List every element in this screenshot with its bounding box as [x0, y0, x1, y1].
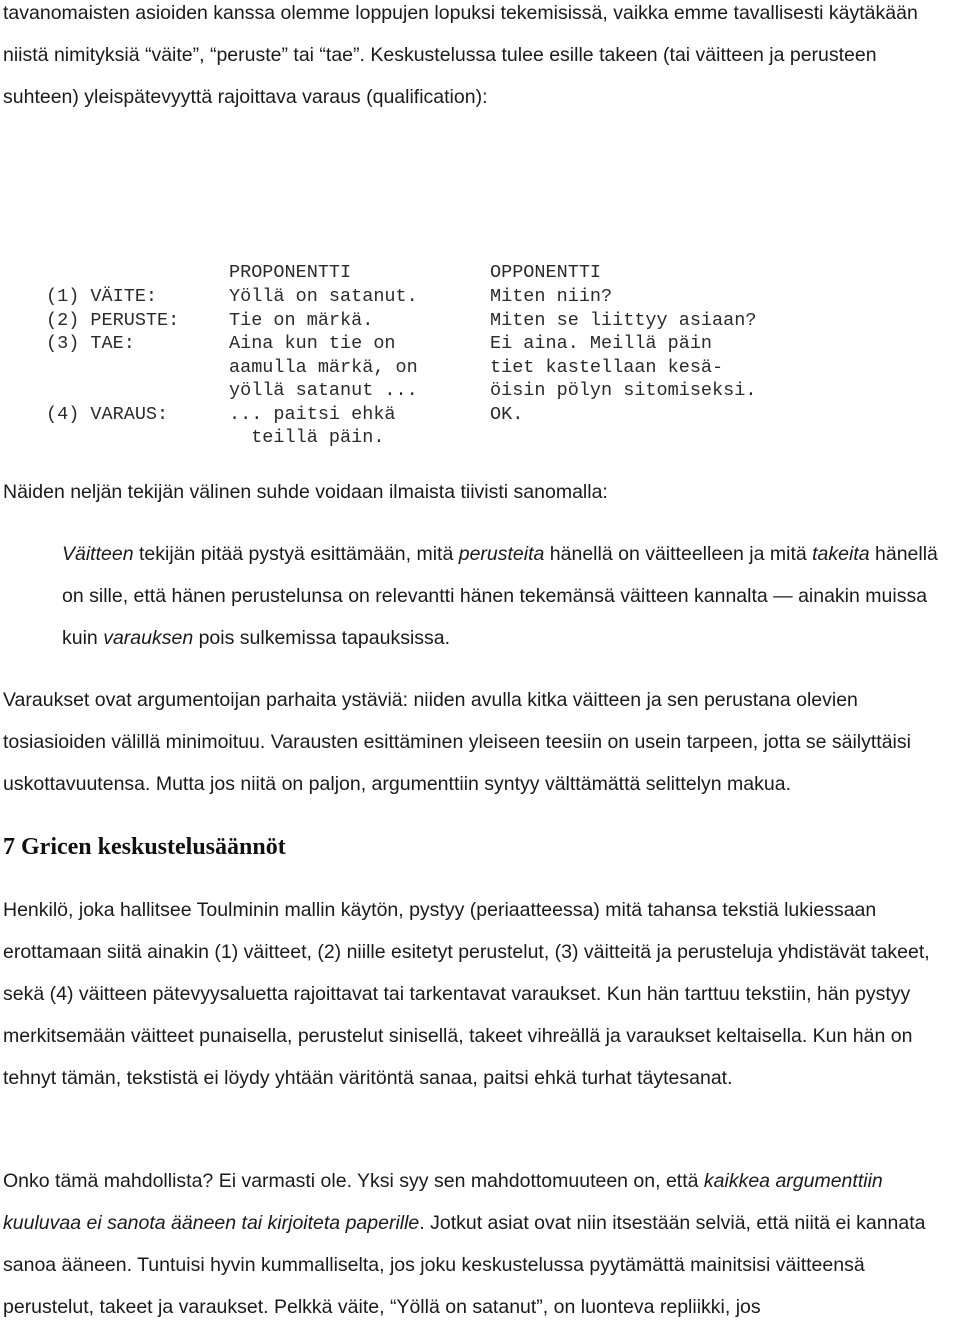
label-claim: (1) VÄITE: [46, 286, 158, 307]
proponent-line: Aina kun tie on [229, 333, 396, 354]
proponent-line: Yöllä on satanut. [229, 286, 418, 307]
text-run: Näiden neljän tekijän välinen suhde voidaan ilmaista tiivisti sanomalla: [3, 481, 608, 503]
text-run: perusteita [458, 543, 545, 565]
label-warrant: (3) TAE: [46, 333, 135, 354]
text-run: Henkilö, joka hallitsee Toulminin mallin käytön, pystyy (periaatteessa) mitä tahansa tekstiä lukiessaan erottamaan siitä ainakin (1) väitteet, (2) niille esitetyt perustelut, (3) väitteitä ja perusteluja yhdistävät takeet, sekä (4) väitteen pätevyysaluetta rajoittavat tai tarkentavat varaukset. Kun hän tarttuu tekstiin, hän pystyy merkitsemään väitteet punaisella, perustelut sinisellä, takeet vihreällä ja varaukset keltaisella. Kun hän on tehnyt tämän, tekstistä ei löydy yhtään väritöntä sanaa, paitsi ehkä turhat täytesanat. [3, 899, 930, 1089]
text-run: . Jotkut asiat ovat niin itsestään selviä, että niitä ei kannata sanoa ääneen. Tuntuisi hyvin kummalliselta, jos joku keskustelussa pyytämättä mainitsisi väitteensä perustelut, takeet ja varaukset. Pelkkä väite, “Yöllä on satanut”, on luonteva repliikki, jos [3, 1212, 926, 1318]
section-heading: 7 Gricen keskustelusäännöt [3, 834, 286, 860]
opponent-line: Miten se liittyy asiaan? [490, 310, 757, 331]
relation-paragraph [3, 471, 955, 513]
text-run: Väitteen [62, 543, 134, 565]
opponent-line: öisin pölyn sitomiseksi. [490, 380, 757, 401]
text-run: takeita [812, 543, 870, 565]
toulmin-paragraph [3, 889, 955, 1099]
text-run: kaikkea argumenttiin kuuluvaa ei sanota ääneen tai kirjoiteta paperille [3, 1170, 883, 1234]
qualifier-paragraph [3, 679, 955, 805]
text-run: Onko tämä mahdollista? Ei varmasti ole. Yksi syy sen mahdottomuuteen on, että [3, 1170, 704, 1192]
label-qualifier: (4) VARAUS: [46, 404, 169, 425]
opponent-line: tiet kastellaan kesä- [490, 357, 724, 378]
text-run: varauksen [103, 627, 194, 649]
text-run: tekijän pitää pystyä esittämään, mitä [133, 543, 459, 565]
proponent-line: teillä päin. [229, 427, 385, 448]
text-run: pois sulkemissa tapauksissa. [193, 627, 451, 649]
opponent-line: OK. [490, 404, 524, 425]
proponent-line: aamulla märkä, on [229, 357, 418, 378]
proponent-line: Tie on märkä. [229, 310, 374, 331]
definition-quote [62, 533, 942, 659]
text-run: tavanomaisten asioiden kanssa olemme loppujen lopuksi tekemisissä, vaikka emme tavallisesti käytäkään niistä nimityksiä “väite”, “peruste” tai “tae”. Keskustelussa tulee esille takeen (tai väitteen ja perusteen suhteen) yleispätevyyttä rajoittava varaus (qualification): [3, 2, 918, 108]
proponent-line: yöllä satanut ... [229, 380, 418, 401]
proponent-header: PROPONENTTI [229, 262, 352, 283]
text-run: hänellä on väitteelleen ja mitä [544, 543, 813, 565]
text-run: hänellä on sille, että hänen perustelunsa on relevantti hänen tekemänsä väitteen kannalta — ainakin muissa kuin [62, 543, 938, 649]
opponent-header: OPPONENTTI [490, 262, 602, 283]
implicit-paragraph [3, 1160, 955, 1328]
opponent-line: Miten niin? [490, 286, 613, 307]
intro-paragraph [3, 0, 955, 118]
opponent-line: Ei aina. Meillä päin [490, 333, 713, 354]
text-run: Varaukset ovat argumentoijan parhaita ystäviä: niiden avulla kitka väitteen ja sen perustana olevien tosiasioiden välillä minimoituu. Varausten esittäminen yleiseen teesiin on usein tarpeen, jotta se säilyttäisi uskottavuutensa. Mutta jos niitä on paljon, argumenttiin syntyy välttämättä selittelyn makua. [3, 689, 911, 795]
proponent-line: ... paitsi ehkä [229, 404, 396, 425]
label-ground: (2) PERUSTE: [46, 310, 180, 331]
